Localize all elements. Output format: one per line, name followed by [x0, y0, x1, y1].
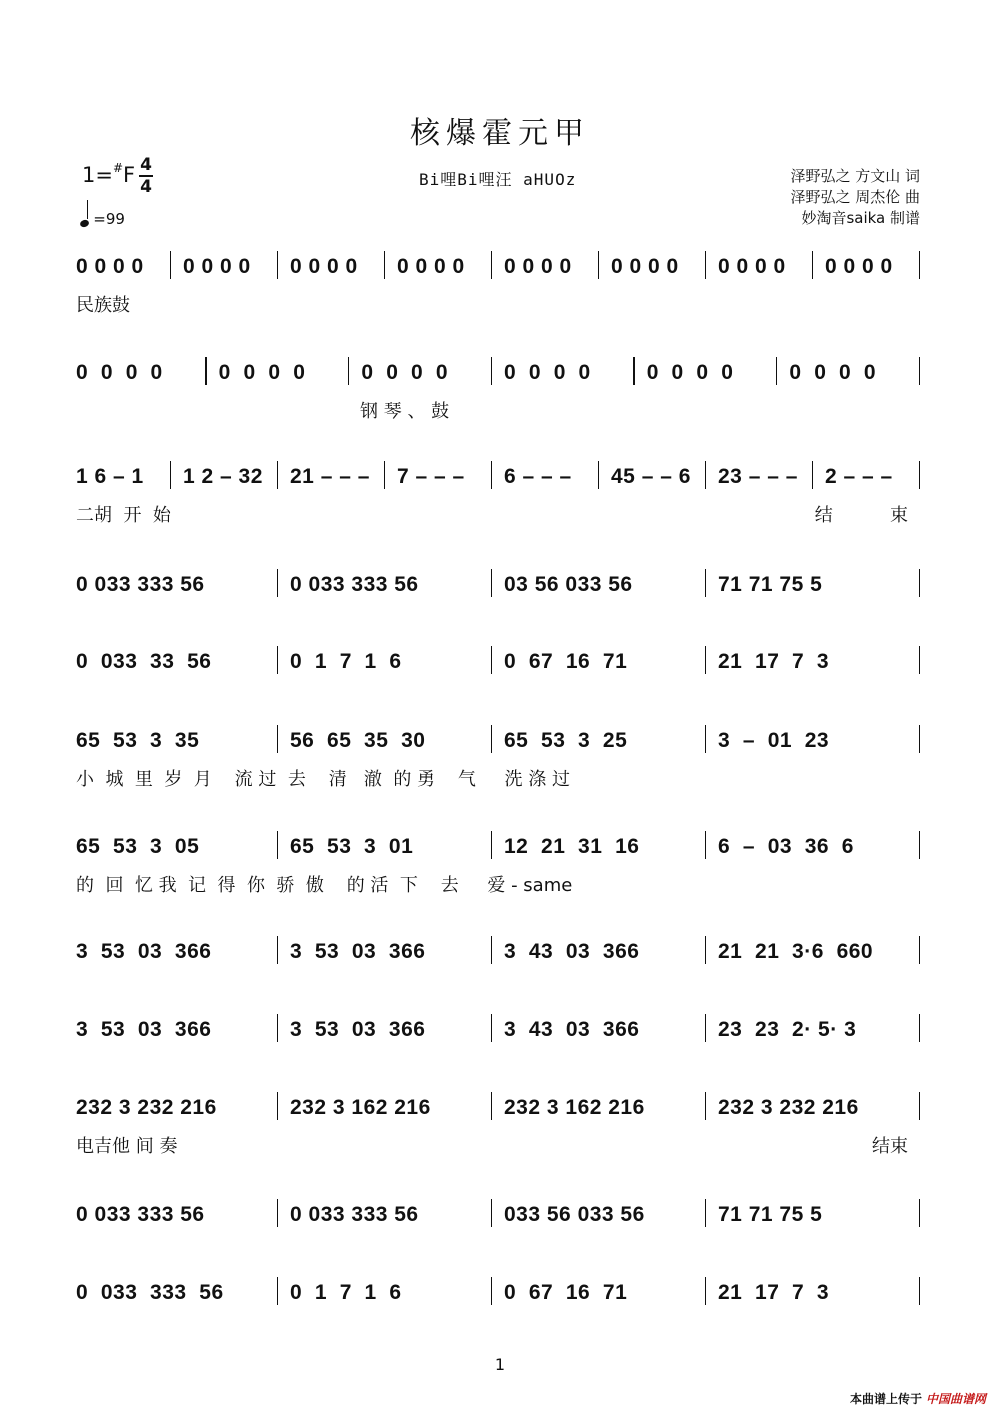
measure: 1 2 – 32: [183, 465, 263, 488]
bar-line: [919, 831, 921, 859]
measure: 0 0 0 0: [290, 255, 358, 278]
measure: 6 – 03 36 6: [718, 835, 854, 858]
measure: 0 1 7 1 6: [290, 1281, 402, 1304]
measure: 65 53 3 25: [504, 729, 628, 752]
tempo-marking: [80, 205, 125, 228]
bar-line: [491, 1277, 493, 1305]
bar-line: [277, 831, 279, 859]
measure: 3 – 01 23: [718, 729, 830, 752]
measure: 0 0 0 0: [183, 255, 251, 278]
bar-line: [705, 1014, 707, 1042]
notation-row: [76, 833, 924, 861]
measure: 7 – – –: [397, 465, 465, 488]
bar-line: [491, 251, 493, 279]
bar-line: [776, 357, 778, 385]
measure: 0 0 0 0: [361, 361, 449, 384]
time-bottom: 4: [140, 176, 152, 197]
measure: 232 3 232 216: [76, 1096, 217, 1119]
lyric-line: 小 城 里 岁 月 流 过 去 清 澈 的 勇 气 洗 涤 过: [76, 769, 570, 790]
credits-block: [790, 166, 920, 229]
bar-line: [491, 569, 493, 597]
measure: 56 65 35 30: [290, 729, 426, 752]
bar-line: [705, 461, 707, 489]
lyric-line: 电吉他 间 奏: [76, 1136, 178, 1157]
bar-line: [384, 461, 386, 489]
bar-line: [277, 646, 279, 674]
key-note: F: [123, 163, 136, 187]
bar-line: [919, 1014, 921, 1042]
notation-row: [76, 1201, 924, 1229]
bar-line: [705, 936, 707, 964]
bar-line: [919, 646, 921, 674]
bar-line: [705, 831, 707, 859]
bar-line: [705, 1277, 707, 1305]
note-stem-icon: [87, 200, 88, 219]
measure: 0 0 0 0: [218, 361, 306, 384]
measure: 65 53 3 05: [76, 835, 200, 858]
bar-line: [170, 251, 172, 279]
bar-line: [919, 461, 921, 489]
key-prefix: 1=: [82, 163, 113, 187]
measure: 65 53 3 35: [76, 729, 200, 752]
time-signature: [139, 156, 153, 196]
notation-row: [76, 1094, 924, 1122]
lyric-line: 二胡 开 始: [76, 505, 171, 526]
bar-line: [491, 725, 493, 753]
bar-line: [277, 725, 279, 753]
notation-row: [76, 1279, 924, 1307]
bar-line: [170, 461, 172, 489]
footer-credit: [850, 1390, 986, 1407]
measure: 65 53 3 01: [290, 835, 414, 858]
measure: 21 – – –: [290, 465, 370, 488]
measure: 033 56 033 56: [504, 1203, 645, 1226]
measure: 21 17 7 3: [718, 650, 830, 673]
bar-line: [277, 569, 279, 597]
sharp-sign: #: [112, 161, 124, 175]
notation-row: [76, 359, 924, 387]
measure: 3 53 03 366: [290, 940, 426, 963]
measure: 0 033 333 56: [76, 573, 205, 596]
measure: 45 – – 6: [611, 465, 691, 488]
bar-line: [919, 251, 921, 279]
bar-line: [277, 1277, 279, 1305]
bar-line: [919, 1092, 921, 1120]
uploader-label: Bi哩Bi哩汪 aHUOz: [419, 170, 577, 189]
quarter-note-icon: [79, 219, 90, 229]
bar-line: [633, 357, 635, 385]
measure: 23 – – –: [718, 465, 798, 488]
lyric-line: 的 回 忆 我 记 得 你 骄 傲 的 活 下 去 爱 - same: [76, 875, 573, 896]
measure: 2 – – –: [825, 465, 893, 488]
measure: 0 033 33 56: [76, 650, 212, 673]
tempo-value: =99: [93, 210, 125, 228]
notation-row: [76, 571, 924, 599]
bar-line: [705, 646, 707, 674]
bar-line: [919, 1277, 921, 1305]
measure: 0 033 333 56: [290, 1203, 419, 1226]
measure: 0 1 7 1 6: [290, 650, 402, 673]
bar-line: [491, 461, 493, 489]
measure: 3 53 03 366: [76, 940, 212, 963]
site-logo: 中国曲谱网: [925, 1392, 986, 1406]
notation-row: [76, 938, 924, 966]
measure: 6 – – –: [504, 465, 572, 488]
notation-row: [76, 648, 924, 676]
measure: 0 0 0 0: [611, 255, 679, 278]
bar-line: [277, 1092, 279, 1120]
section-end-label: 结束: [872, 1136, 908, 1157]
notation-row: [76, 253, 924, 281]
bar-line: [598, 251, 600, 279]
bar-line: [705, 725, 707, 753]
measure: 0 033 333 56: [76, 1203, 205, 1226]
bar-line: [491, 1092, 493, 1120]
bar-line: [348, 357, 350, 385]
key-signature: [82, 163, 135, 187]
measure: 0 67 16 71: [504, 1281, 628, 1304]
notation-row: [76, 463, 924, 491]
bar-line: [919, 569, 921, 597]
bar-line: [705, 569, 707, 597]
measure: 3 53 03 366: [290, 1018, 426, 1041]
measure: 0 0 0 0: [504, 255, 572, 278]
score-title: 核爆霍元甲: [410, 116, 590, 151]
bar-line: [277, 461, 279, 489]
measure: 0 0 0 0: [76, 255, 144, 278]
measure: 0 67 16 71: [504, 650, 628, 673]
measure: 0 0 0 0: [76, 361, 163, 384]
measure: 71 71 75 5: [718, 573, 823, 596]
bar-line: [491, 1199, 493, 1227]
measure: 0 033 333 56: [76, 1281, 224, 1304]
bar-line: [705, 1199, 707, 1227]
bar-line: [491, 936, 493, 964]
bar-line: [277, 1199, 279, 1227]
bar-line: [491, 357, 493, 385]
notation-row: [76, 1016, 924, 1044]
bar-line: [491, 1014, 493, 1042]
composer-credit: 泽野弘之 周杰伦 曲: [790, 188, 920, 206]
measure: 71 71 75 5: [718, 1203, 823, 1226]
lyricist-credit: 泽野弘之 方文山 词: [790, 167, 920, 185]
bar-line: [919, 1199, 921, 1227]
measure: 3 43 03 366: [504, 940, 640, 963]
bar-line: [384, 251, 386, 279]
measure: 21 21 3·6 660: [718, 940, 874, 963]
bar-line: [598, 461, 600, 489]
measure: 3 43 03 366: [504, 1018, 640, 1041]
time-top: 4: [140, 155, 152, 175]
measure: 0 0 0 0: [646, 361, 734, 384]
notation-row: [76, 727, 924, 755]
measure: 232 3 162 216: [290, 1096, 431, 1119]
page-number: 1: [494, 1355, 506, 1374]
bar-line: [812, 461, 814, 489]
bar-line: [812, 251, 814, 279]
bar-line: [919, 936, 921, 964]
section-end-label: 结 束: [814, 505, 908, 526]
bar-line: [705, 251, 707, 279]
bar-line: [919, 725, 921, 753]
bar-line: [705, 1092, 707, 1120]
bar-line: [277, 251, 279, 279]
footer-text: 本曲谱上传于: [849, 1392, 922, 1406]
lyric-line: 民族鼓: [76, 295, 130, 316]
lyric-line: 钢 琴 、 鼓: [360, 401, 450, 422]
measure: 0 0 0 0: [718, 255, 786, 278]
measure: 23 23 2· 5· 3: [718, 1018, 857, 1041]
bar-line: [205, 357, 207, 385]
measure: 03 56 033 56: [504, 573, 633, 596]
bar-line: [277, 936, 279, 964]
arranger-credit: 妙淘音saika 制谱: [801, 209, 920, 227]
measure: 0 0 0 0: [789, 361, 877, 384]
measure: 1 6 – 1: [76, 465, 144, 488]
measure: 232 3 162 216: [504, 1096, 645, 1119]
bar-line: [491, 646, 493, 674]
measure: 21 17 7 3: [718, 1281, 830, 1304]
measure: 0 0 0 0: [825, 255, 893, 278]
bar-line: [491, 831, 493, 859]
measure: 0 0 0 0: [397, 255, 465, 278]
bar-line: [919, 357, 921, 385]
measure: 0 0 0 0: [504, 361, 591, 384]
measure: 3 53 03 366: [76, 1018, 212, 1041]
measure: 0 033 333 56: [290, 573, 419, 596]
bar-line: [277, 1014, 279, 1042]
measure: 232 3 232 216: [718, 1096, 859, 1119]
measure: 12 21 31 16: [504, 835, 640, 858]
